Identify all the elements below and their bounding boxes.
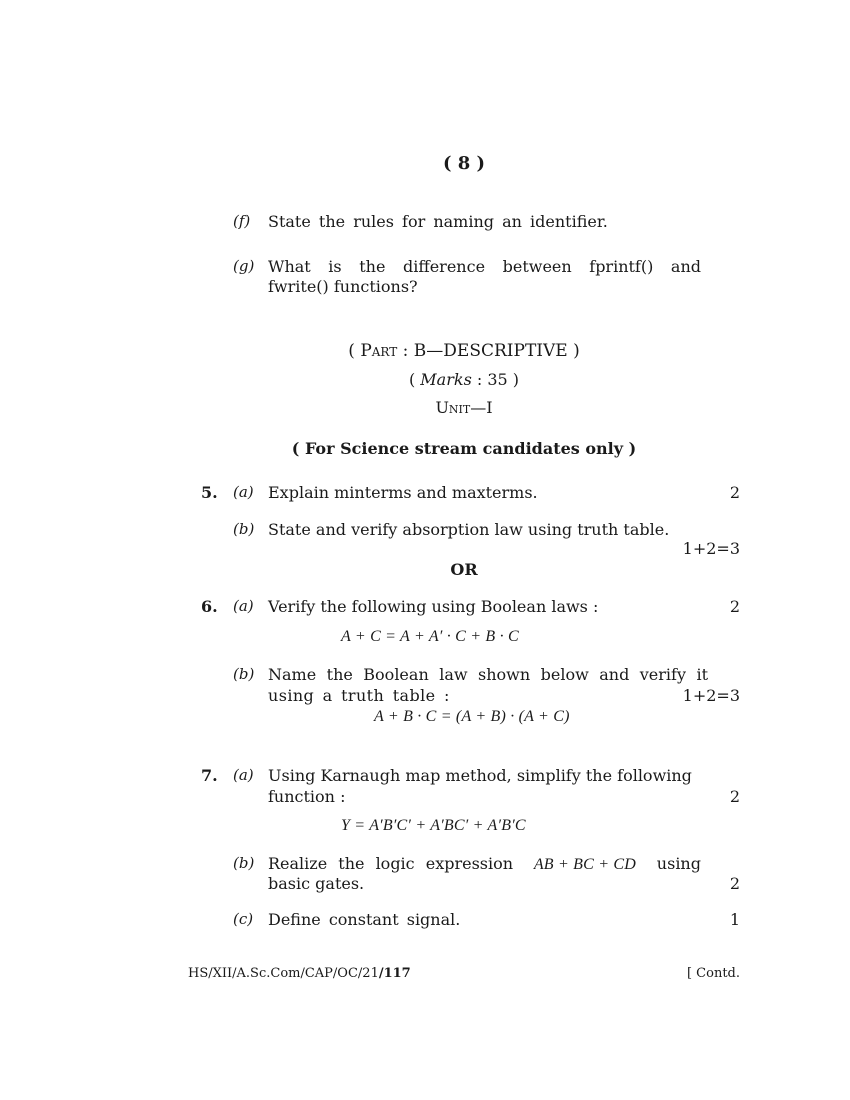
expression-7b: AB + BC + CD: [533, 856, 637, 873]
marks-7a: 2: [729, 787, 740, 806]
item-label-7b: (b): [233, 854, 255, 872]
equation-6a: A + C = A + A′ · C + B · C: [341, 628, 519, 645]
equation-6b: A + B · C = (A + B) · (A + C): [374, 708, 570, 725]
footer-paper-code: HS/XII/A.Sc.Com/CAP/OC/21/117: [188, 966, 411, 981]
question-g-line2: fwrite() functions?: [268, 277, 418, 296]
marks-5b: 1+2=3: [682, 539, 740, 558]
question-6a-text: Verify the following using Boolean laws :: [268, 597, 599, 616]
item-label-6b: (b): [233, 665, 255, 683]
marks-line: ( Marks : 35 ): [408, 370, 520, 389]
question-f-text: State the rules for naming an identifier.: [268, 212, 608, 231]
unit-heading: Unit—I: [435, 398, 493, 417]
marks-6a: 2: [729, 597, 740, 616]
question-5a-text: Explain minterms and maxterms.: [268, 483, 538, 502]
question-6b-line1: Name the Boolean law shown below and verify it: [268, 665, 708, 684]
marks-5a: 2: [729, 483, 740, 502]
question-number-6: 6.: [201, 597, 218, 616]
marks-7b: 2: [729, 874, 740, 893]
item-label-5a: (a): [233, 483, 254, 501]
item-label-f: (f): [233, 212, 251, 230]
item-label-7a: (a): [233, 766, 254, 784]
stream-note: ( For Science stream candidates only ): [291, 439, 637, 458]
question-6b-line2: using a truth table :: [268, 686, 450, 705]
question-number-5: 5.: [201, 483, 218, 502]
footer-contd: [ Contd.: [686, 966, 740, 981]
question-7c-text: Define constant signal.: [268, 910, 461, 929]
marks-7c: 1: [729, 910, 740, 929]
question-7a-line1: Using Karnaugh map method, simplify the following: [268, 766, 692, 785]
part-b-heading: ( Part : B—DESCRIPTIVE ): [348, 341, 580, 361]
question-7a-line2: function :: [268, 787, 346, 806]
question-7b-line1: [268, 854, 701, 874]
question-g-line1: What is the difference between fprintf() and: [268, 257, 701, 276]
question-7b-line2: basic gates.: [268, 874, 365, 893]
item-label-5b: (b): [233, 520, 255, 538]
question-7b-text-start: Realize the logic expression: [268, 854, 514, 873]
item-label-g: (g): [233, 257, 255, 275]
item-label-6a: (a): [233, 597, 254, 615]
page-number: ( 8 ): [442, 153, 486, 174]
equation-7a: Y = A′B′C′ + A′BC′ + A′B′C: [341, 817, 526, 834]
item-label-7c: (c): [233, 910, 254, 928]
marks-6b: 1+2=3: [682, 686, 740, 705]
question-5b-text: State and verify absorption law using truth table.: [268, 520, 670, 539]
question-number-7: 7.: [201, 766, 218, 785]
or-divider: OR: [450, 560, 478, 579]
question-7b-text-end: using: [656, 854, 701, 873]
